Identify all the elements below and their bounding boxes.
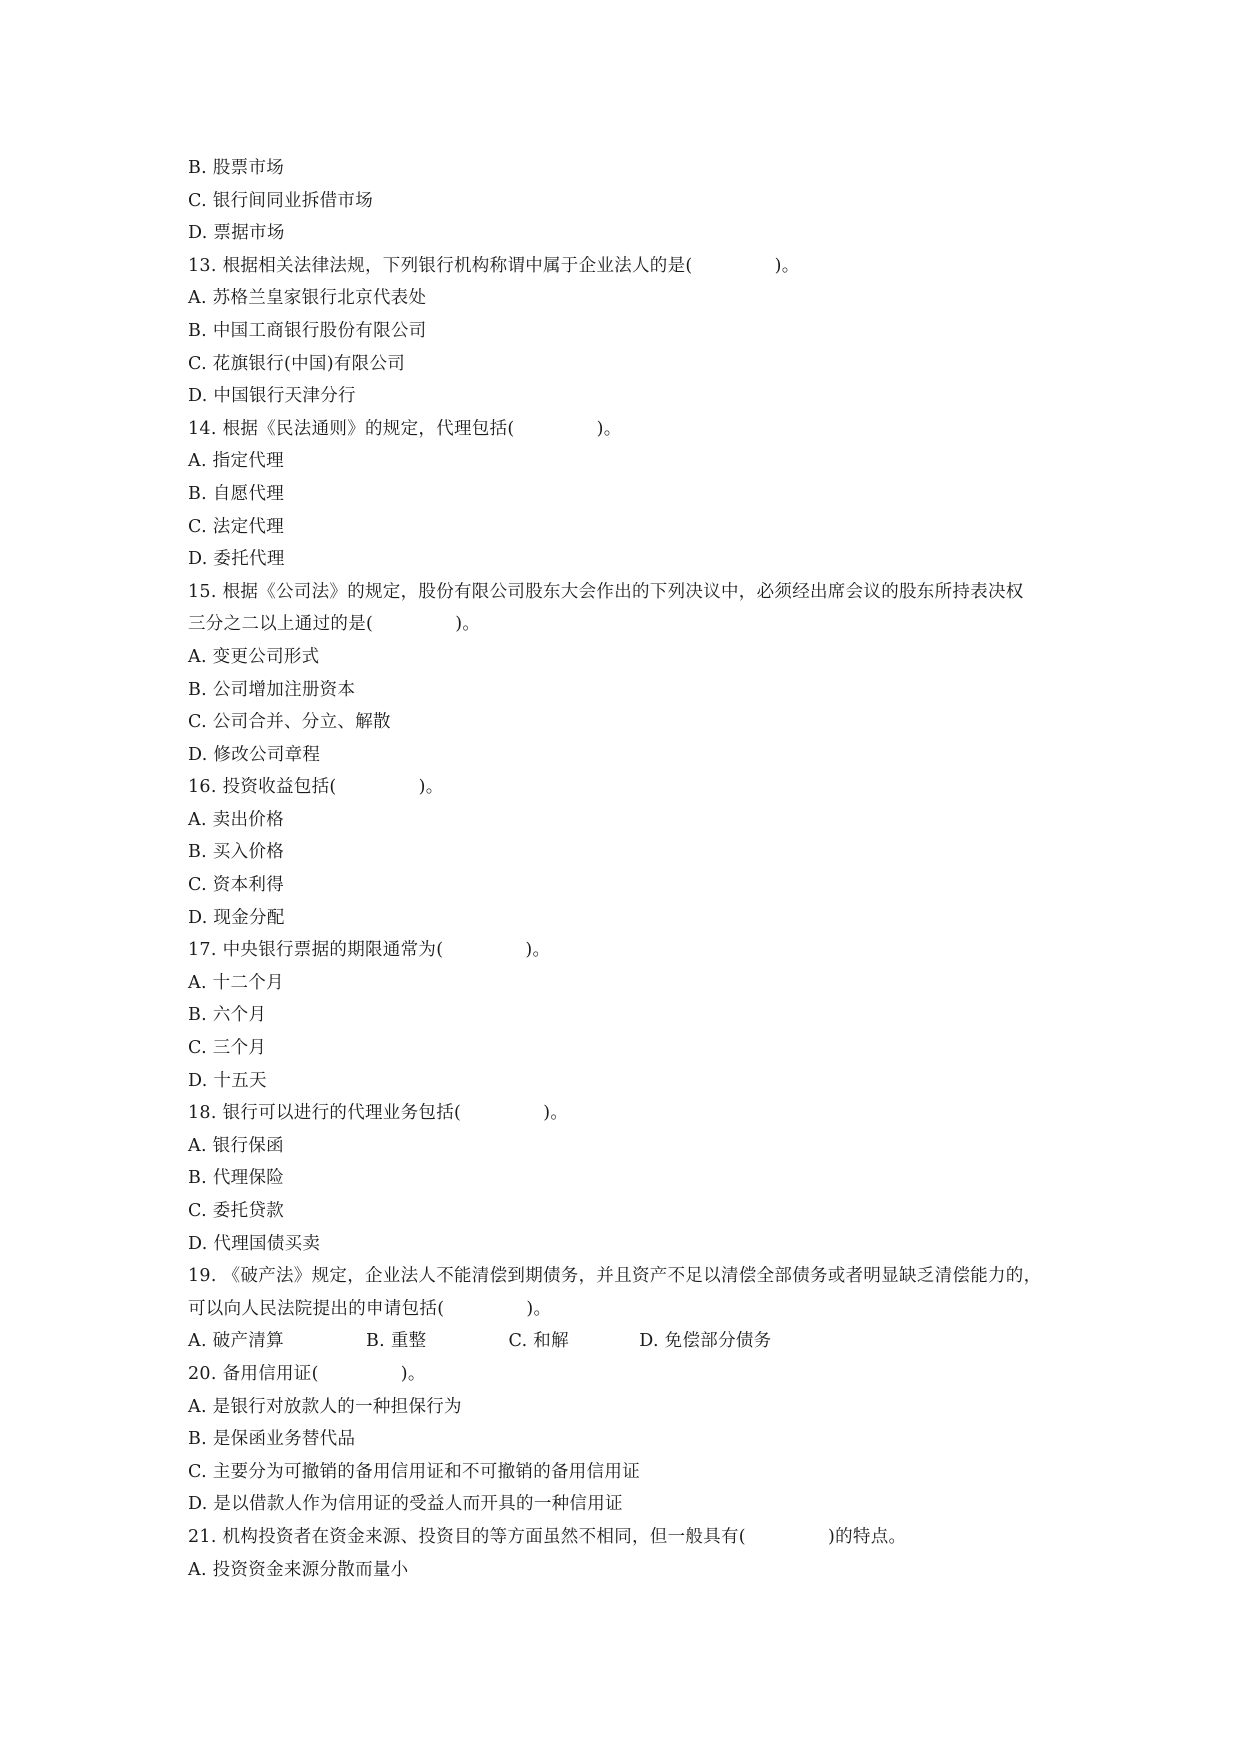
option-line: D. 中国银行天津分行 — [188, 386, 356, 407]
option-line: B. 公司增加注册资本 — [188, 679, 356, 700]
option-line: C. 主要分为可撤销的备用信用证和不可撤销的备用信用证 — [188, 1461, 640, 1482]
option-line: B. 中国工商银行股份有限公司 — [188, 320, 427, 341]
option-line: C. 银行间同业拆借市场 — [188, 190, 373, 211]
question-13: 13. 根据相关法律法规，下列银行机构称谓中属于企业法人的是( )。 — [188, 255, 800, 276]
option-line: C. 花旗银行(中国)有限公司 — [188, 353, 406, 374]
option-line: A. 变更公司形式 — [188, 646, 320, 667]
question-19: 19. 《破产法》规定，企业法人不能清偿到期债务，并且资产不足以清偿全部债务或者明显缺乏清偿能力的， — [188, 1266, 1042, 1287]
option-line: A. 是银行对放款人的一种担保行为 — [188, 1396, 462, 1417]
option-line: C. 法定代理 — [188, 516, 284, 537]
option-line: B. 代理保险 — [188, 1168, 285, 1189]
option-line: B. 股票市场 — [188, 158, 285, 178]
option-line: D. 票据市场 — [188, 223, 285, 244]
question-14: 14. 根据《民法通则》的规定，代理包括( )。 — [188, 418, 622, 439]
option-line: D. 十五天 — [188, 1070, 267, 1091]
question-15-continued: 三分之二以上通过的是( )。 — [188, 614, 481, 635]
option-row: A. 破产清算 B. 重整 C. 和解 D. 免偿部分债务 — [188, 1331, 772, 1352]
option-line: A. 指定代理 — [188, 451, 284, 472]
question-15: 15. 根据《公司法》的规定，股份有限公司股东大会作出的下列决议中，必须经出席会议的股东所持表决权 — [188, 581, 1024, 602]
option-line: B. 买入价格 — [188, 842, 285, 863]
option-line: B. 自愿代理 — [188, 483, 285, 504]
option-line: D. 是以借款人作为信用证的受益人而开具的一种信用证 — [188, 1494, 623, 1515]
option-line: A. 十二个月 — [188, 972, 284, 993]
option-line: C. 公司合并、分立、解散 — [188, 712, 391, 733]
question-17: 17. 中央银行票据的期限通常为( )。 — [188, 940, 551, 961]
option-line: D. 修改公司章程 — [188, 744, 321, 765]
question-18: 18. 银行可以进行的代理业务包括( )。 — [188, 1103, 569, 1124]
option-line: D. 代理国债买卖 — [188, 1233, 321, 1254]
option-line: C. 委托贷款 — [188, 1201, 284, 1221]
question-20: 20. 备用信用证( )。 — [188, 1363, 426, 1384]
question-19-continued: 可以向人民法院提出的申请包括( )。 — [188, 1298, 552, 1319]
option-line: D. 现金分配 — [188, 907, 285, 928]
option-line: D. 委托代理 — [188, 549, 285, 570]
option-line: A. 投资资金来源分散而量小 — [188, 1559, 409, 1580]
document-body — [188, 152, 1068, 1586]
option-line: B. 是保函业务替代品 — [188, 1429, 356, 1450]
option-line: B. 六个月 — [188, 1005, 267, 1026]
option-line: C. 资本利得 — [188, 875, 284, 896]
option-line: A. 银行保函 — [188, 1135, 284, 1156]
question-21: 21. 机构投资者在资金来源、投资目的等方面虽然不相同，但一般具有( )的特点。 — [188, 1526, 907, 1547]
option-line: C. 三个月 — [188, 1038, 267, 1059]
option-line: A. 卖出价格 — [188, 809, 284, 830]
question-16: 16. 投资收益包括( )。 — [188, 777, 444, 798]
option-line: A. 苏格兰皇家银行北京代表处 — [188, 288, 427, 309]
